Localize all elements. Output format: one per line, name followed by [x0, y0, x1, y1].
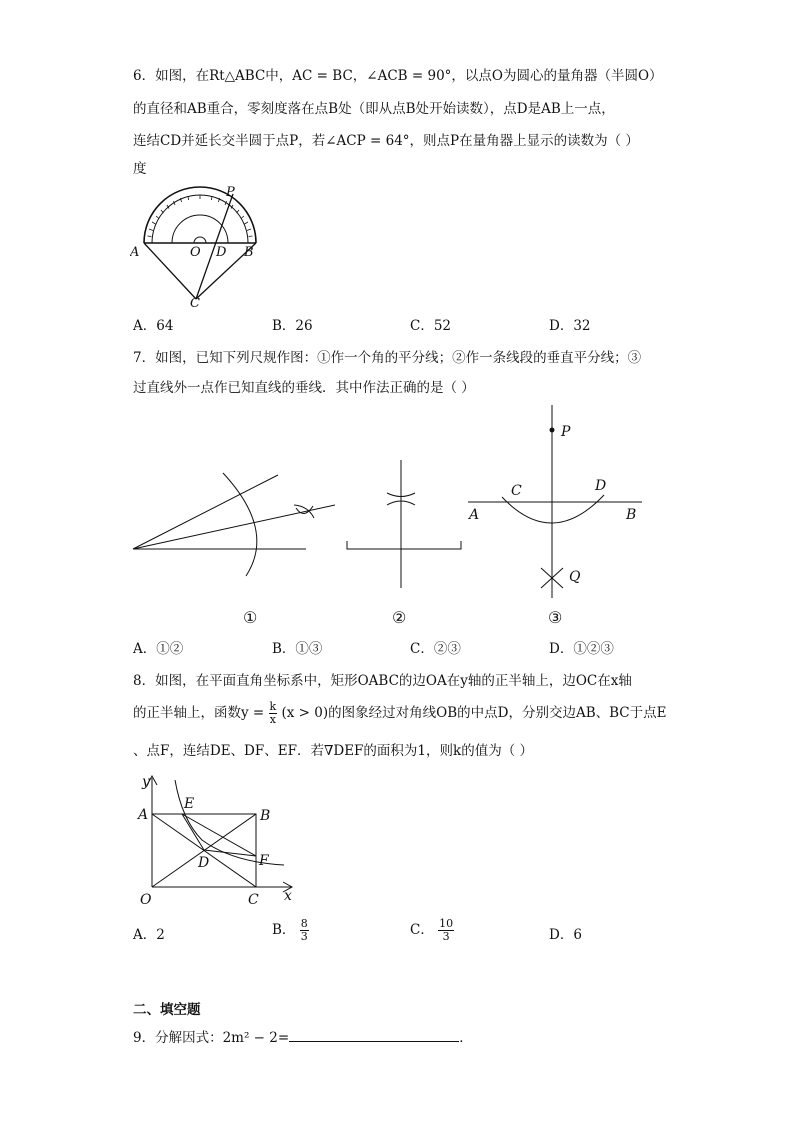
q8-label-f: F — [259, 853, 269, 869]
q7-figure-angle-bisector — [128, 470, 343, 580]
q6-label-p: P — [226, 185, 235, 200]
q8-fraction-numerator: k — [269, 700, 277, 713]
q8-label-d: D — [198, 855, 210, 871]
q7-label-b: B — [626, 507, 637, 523]
q8-label-a: A — [138, 807, 149, 823]
q8-label-o: O — [140, 892, 152, 908]
q8-option-b-label: B． — [272, 922, 296, 938]
q6-label-o: O — [190, 245, 201, 260]
q7-line-1: 7．如图，已知下列尺规作图：①作一个角的平分线；②作一条线段的垂直平分线；③ — [133, 350, 642, 366]
q8-option-b-fraction — [300, 918, 309, 943]
q8-option-c-numerator: 10 — [439, 917, 454, 930]
q7-caption-1: ① — [243, 608, 258, 627]
q9-line — [133, 1027, 473, 1048]
q6-protractor-figure — [130, 182, 270, 312]
q7-label-c: C — [511, 483, 522, 499]
q8-option-c-fraction — [438, 918, 454, 943]
q8-line-2-prefix: 的正半轴上，函数y = — [133, 705, 265, 721]
q6-label-b: B — [244, 245, 254, 260]
q7-figure-perpendicular-bisector — [343, 455, 468, 590]
q9-answer-blank[interactable] — [289, 1027, 459, 1042]
q6-label-c: C — [190, 296, 200, 311]
q6-option-d[interactable]: D．32 — [549, 318, 591, 334]
q7-label-a: A — [469, 507, 480, 523]
q7-option-a[interactable]: A．①② — [133, 641, 184, 657]
q8-fraction-denominator: x — [269, 713, 276, 726]
q8-option-b-numerator: 8 — [300, 917, 308, 930]
q8-option-c[interactable] — [410, 918, 454, 952]
q7-caption-2: ② — [392, 608, 407, 627]
q8-option-b-denominator: 3 — [300, 930, 308, 943]
q8-label-y: y — [142, 774, 150, 790]
q8-line-3: 、点F，连结DE、DF、EF．若∇DEF的面积为1，则k的值为（ ） — [133, 743, 533, 759]
q9-period: ． — [459, 1030, 473, 1046]
q8-option-d[interactable]: D．6 — [549, 927, 582, 943]
q9-prompt: 9．分解因式：2m² − 2= — [133, 1030, 290, 1046]
q8-line-2 — [133, 701, 666, 727]
q7-figure-perpendicular-from-point — [465, 400, 650, 600]
q8-coordinate-figure — [132, 770, 307, 910]
q6-line-1: 6．如图，在Rt△ABC中，AC = BC，∠ACB = 90°，以点O为圆心的量角器（半圆O） — [133, 68, 663, 84]
q8-option-c-denominator: 3 — [442, 930, 450, 943]
q8-label-e: E — [184, 796, 195, 812]
q8-line-1: 8．如图，在平面直角坐标系中，矩形OABC的边OA在y轴的正半轴上，边OC在x轴 — [133, 673, 632, 689]
q6-label-d: D — [216, 245, 227, 260]
q7-line-2: 过直线外一点作已知直线的垂线．其中作法正确的是（ ） — [133, 380, 475, 396]
q7-option-b[interactable]: B．①③ — [272, 641, 323, 657]
q8-line-2-suffix: (x > 0)的图象经过对角线OB的中点D，分别交边AB、BC于点E — [281, 705, 667, 721]
q6-option-a[interactable]: A．64 — [133, 318, 174, 334]
q8-function-fraction — [269, 701, 278, 726]
q6-label-a: A — [130, 245, 140, 260]
q7-option-c[interactable]: C．②③ — [410, 641, 461, 657]
q6-line-3: 连结CD并延长交半圆于点P，若∠ACP = 64°，则点P在量角器上显示的读数为（ ） — [133, 133, 639, 149]
q8-label-x: x — [284, 888, 292, 904]
q7-caption-3: ③ — [548, 608, 563, 627]
q6-line-2: 的直径和AB重合，零刻度落在点B处（即从点B处开始读数），点D是AB上一点， — [133, 101, 615, 117]
q8-option-b[interactable] — [272, 918, 309, 952]
q7-label-d: D — [595, 478, 607, 494]
q6-option-c[interactable]: C．52 — [410, 318, 452, 334]
q8-label-c: C — [248, 892, 259, 908]
q7-label-p: P — [561, 424, 571, 440]
q6-line-4: 度 — [133, 161, 147, 177]
q6-option-b[interactable]: B．26 — [272, 318, 313, 334]
section-fill-in-title: 二、填空题 — [133, 1002, 201, 1018]
q7-label-q: Q — [569, 569, 581, 585]
q7-option-d[interactable]: D．①②③ — [549, 641, 614, 657]
q8-option-c-label: C． — [410, 922, 434, 938]
q8-option-a[interactable]: A．2 — [133, 927, 165, 943]
q8-label-b: B — [260, 808, 271, 824]
